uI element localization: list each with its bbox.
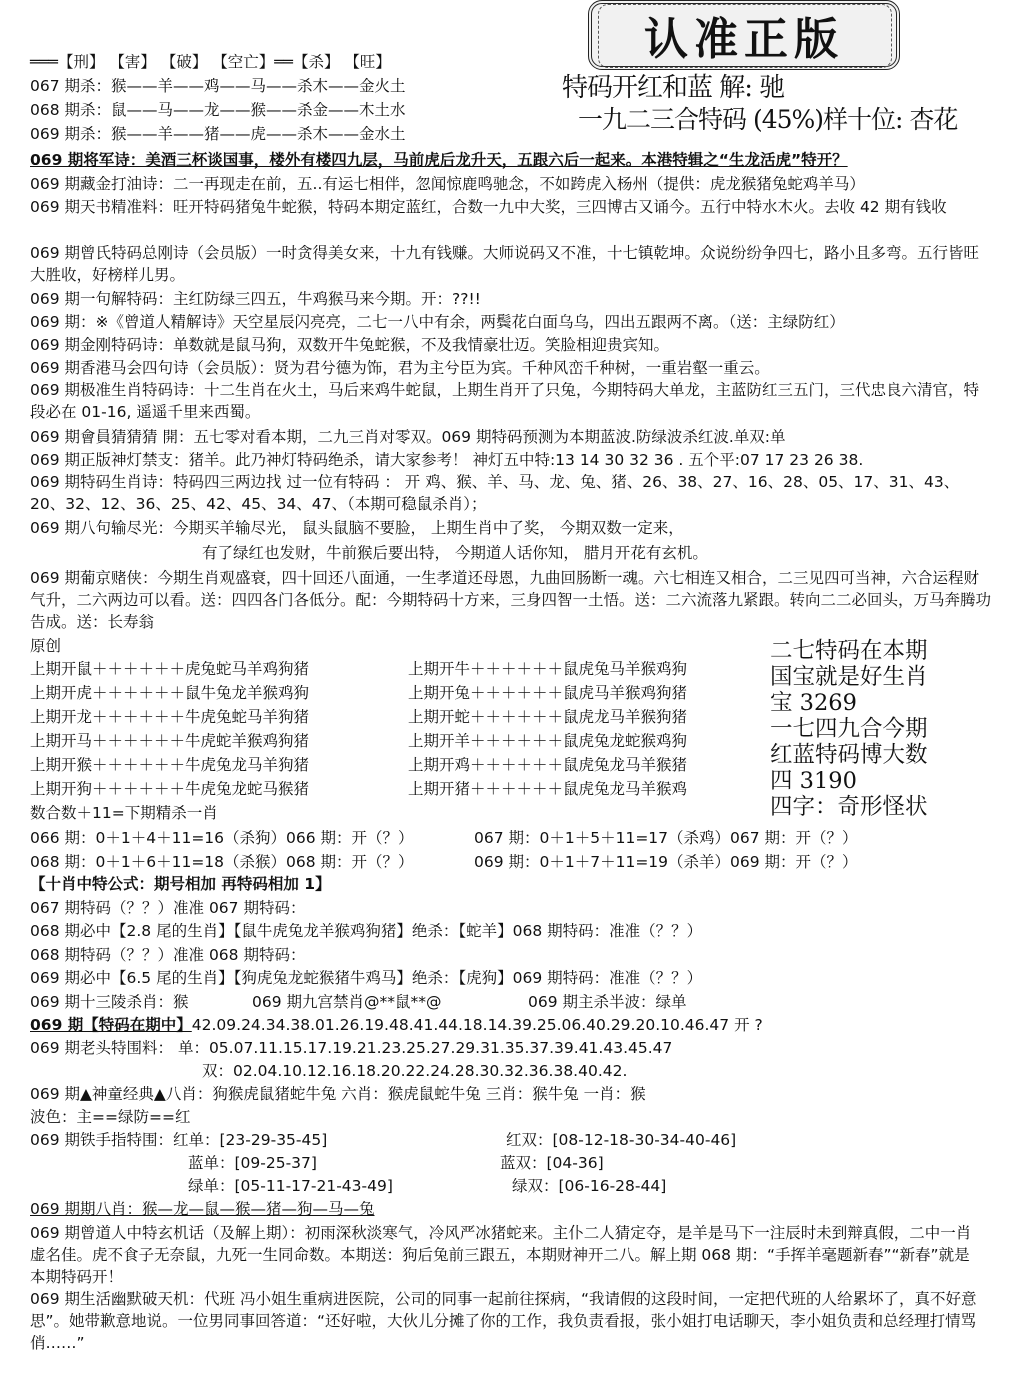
iron-finger-blue-single: 蓝单：[09-25-37] <box>188 1154 317 1172</box>
main-kill-half-wave: 069 期主杀半波：绿单 <box>528 993 687 1011</box>
iron-finger-green-double: 绿双：[06-16-28-44] <box>512 1177 667 1195</box>
last-open-row: 上期开牛＋＋＋＋＋＋鼠虎兔马羊猴鸡狗 <box>408 660 688 678</box>
kill-row-068: 068 期杀：鼠——马——龙——猴——杀金——木土水 <box>30 101 406 119</box>
side-poem-line: 四字：奇形怪状 <box>770 794 928 820</box>
side-poem-line: 四 3190 <box>770 768 857 794</box>
last-open-row: 上期开兔＋＋＋＋＋＋鼠虎马羊猴鸡狗猪 <box>408 684 688 702</box>
iron-finger-red-single: 069 期铁手指特围：红单：[23-29-35-45] <box>30 1131 328 1149</box>
hk-jockey-poem: 069 期香港马会四句诗（会员版）：贤为君兮德为饰，君为主兮臣为宾。千种风峦千种树，一重岩壑一重云。 <box>30 359 770 377</box>
nine-palace-ban: 069 期九宫禁肖@**鼠**@ <box>252 993 442 1011</box>
one-sentence-hint: 069 期一句解特码：主红防绿三四五，牛鸡猴马来今期。开：??!! <box>30 290 481 308</box>
calc-row-069: 069 期：0＋1＋7＋11=19（杀羊）069 期：开（？） <box>474 853 858 871</box>
zodiac-poem: 069 期极准生肖特码诗：十二生肖在火土，马后来鸡牛蛇鼠，上期生肖开了只兔，今期特码大单龙，主蓝防红三五门，三代忠良六清官，特段必在 01-16, 遥遥千里来西蜀。 <box>30 381 980 421</box>
heaven-book-prediction: 069 期天书精准料：旺开特码猪兔牛蛇猴，特码本期定蓝红，合数一九中大奖，三四博古又诵今。五行中特水木火。去收 42 期有钱收 <box>30 198 947 216</box>
kill-row-067: 067 期杀：猴——羊——鸡——马——杀木——金火土 <box>30 77 406 95</box>
eight-lines-1: 069 期八句输尽光：今期买羊输尽光， 鼠头鼠脑不要脸， 上期生肖中了奖， 今期双数一定来， <box>30 519 684 537</box>
tema-in-period-numbers: 42.09.24.34.38.01.26.19.48.41.44.18.14.39.25.06.40.29.20.10.46.47 开 ? <box>191 1016 763 1034</box>
old-man-double: 双：02.04.10.12.16.18.20.22.24.28.30.32.36.38.40.42. <box>202 1062 628 1080</box>
zeng-daoren-poem: 069 期：※《曾道人精解诗》天空星辰闪亮亮，二七一八中有余，两鬓花白面乌乌，四出五跟两不离。（送：主绿防红） <box>30 313 845 331</box>
special-zodiac-poem: 069 期特码生肖诗：特码四三两边找 过一位有特码 ： 开 鸡、猴、羊、马、龙、兔、猪、26、38、27、16、28、05、17、31、43、20、32、12、36、25、42、45、34、47、（本期可稳鼠杀肖）； <box>30 473 960 513</box>
tema-in-period <box>30 1015 763 1036</box>
side-poem-line: 宝 3269 <box>770 690 857 716</box>
iron-finger-green-single: 绿单：[05-11-17-21-43-49] <box>188 1177 393 1195</box>
calc-row-068: 068 期：0＋1＋6＋11=18（杀猴）068 期：开（？） <box>30 853 414 871</box>
formula-title: 【十肖中特公式：期号相加 再特码相加 1】 <box>30 875 331 893</box>
right-header-line-1: 特码开红和蓝 解: 驰 <box>562 73 785 103</box>
lamp-prohibition: 069 期正版神灯禁支：猪羊。此乃神灯特码绝杀，请大家参考！ 神灯五中特:13 14 30 32 36 . 五个平:07 17 23 26 38. <box>30 451 864 469</box>
hidden-gold-poem: 069 期藏金打油诗：二一再现走在前，五..有运七相伴，忽闻惊鹿鸣驰念，不如跨虎入杨州（提供：虎龙猴猪兔蛇鸡羊马） <box>30 175 865 193</box>
zeng-poem-member: 069 期曾氏特码总刚诗（会员版）一时贪得美女来，十九有钱赚。大师说码又不准，十七镇乾坤。众说纷纷争四七，路小且多弯。五行皆旺大胜收，好榜样儿男。 <box>30 244 980 284</box>
member-guess: 069 期會員猜猜猜 開：五七零对看本期，二九三肖对零双。069 期特码预测为本期蓝波.防绿波杀红波.单双:单 <box>30 428 786 446</box>
last-open-row: 上期开狗＋＋＋＋＋＋牛虎兔龙蛇马猴猪 <box>30 780 310 798</box>
last-open-row: 上期开蛇＋＋＋＋＋＋鼠虎龙马羊猴狗猪 <box>408 708 688 726</box>
eight-lines-2: 有了绿红也发财，牛前猴后要出特， 今期道人话你知， 腊月开花有玄机。 <box>202 544 708 562</box>
calc-row-067: 067 期：0＋1＋5＋11=17（杀鸡）067 期：开（？） <box>474 829 858 847</box>
gambler-paragraph: 069 期葡京赌侠：今期生肖观盛衰，四十回还八面通，一生孝道还母恩，九曲回肠断一魂。六七相连又相合，二三见四可当神，六合运程财气升，二六两边可以看。送：四四各门各低分。配：今期特码十方来，三身四智一土悟。送：二六流落九紧跟。转向二二必回头，万马奔腾功告成。送：长寿翁 <box>30 569 992 631</box>
formula-row: 068 期必中【2.8 尾的生肖】【鼠牛虎兔龙羊猴鸡狗猪】绝杀：【蛇羊】068 期特码：准准（？？） <box>30 922 703 940</box>
last-open-row: 上期开猴＋＋＋＋＋＋牛虎兔龙马羊狗猪 <box>30 756 310 774</box>
stamp-text: 认准正版 <box>644 14 844 65</box>
tema-in-period-prefix: 069 期【特码在期中】 <box>30 1016 192 1034</box>
original-label: 原创 <box>30 637 62 655</box>
iron-finger-red-double: 红双：[08-12-18-30-34-40-46] <box>506 1131 737 1149</box>
wave-color: 波色：主==绿防==红 <box>30 1108 191 1126</box>
diamond-poem: 069 期金刚特码诗：单数就是鼠马狗，双数开牛兔蛇猴，不及我情豪壮迈。笑脸相迎贵宾知。 <box>30 336 670 354</box>
last-open-row: 上期开马＋＋＋＋＋＋牛虎蛇羊猴鸡狗猪 <box>30 732 310 750</box>
last-open-row: 上期开猪＋＋＋＋＋＋鼠虎兔龙马羊猴鸡 <box>408 780 688 798</box>
zeng-daoren-riddle: 069 期曾道人中特玄机话（及解上期）：初雨深秋淡寒气，冷风严冰猪蛇来。主仆二人猜定夺，是羊是马下一注辰时未到辩真假，二中一肖虚名佳。虎不食子无奈鼠，九死一生同命数。本期送：狗后兔前三跟五，本期财神开二八。解上期 068 期：“手挥羊毫题新春”“新春”就是本期特码开！ <box>30 1224 972 1286</box>
formula-row: 068 期特码（？？）准准 068 期特码： <box>30 946 306 964</box>
kill-row-069: 069 期杀：猴——羊——猪——虎——杀木——金水土 <box>30 125 406 143</box>
last-open-row: 上期开龙＋＋＋＋＋＋牛虎兔蛇马羊狗猪 <box>30 708 310 726</box>
side-poem-line: 二七特码在本期 <box>770 638 928 664</box>
thirteen-tombs-kill: 069 期十三陵杀肖：猴 <box>30 993 189 1011</box>
formula-row: 069 期必中【6.5 尾的生肖】【狗虎兔龙蛇猴猪牛鸡马】绝杀：【虎狗】069 期特码：准准（？？） <box>30 969 703 987</box>
general-poem: 069 期将军诗：美酒三杯谈国事，楼外有楼四九层，马前虎后龙升天，五跟六后一起来。本港特辑之“生龙活虎”特开？ <box>30 151 848 169</box>
iron-finger-blue-double: 蓝双：[04-36] <box>500 1154 604 1172</box>
calc-row-066: 066 期：0＋1＋4＋11=16（杀狗）066 期：开（？） <box>30 829 414 847</box>
old-man-single: 069 期老头特围料： 单：05.07.11.15.17.19.21.23.25.27.29.31.35.37.39.41.43.45.47 <box>30 1039 673 1057</box>
right-header-line-2: 一九二三合特码 (45%)样十位: 杏花 <box>578 105 958 134</box>
eight-zodiac-row: 069 期期八肖：猴—龙—鼠—猴—猪—狗—马—兔 <box>30 1200 375 1218</box>
last-open-row: 上期开羊＋＋＋＋＋＋鼠虎兔龙蛇猴鸡狗 <box>408 732 688 750</box>
formula-row: 067 期特码（？？）准准 067 期特码： <box>30 899 306 917</box>
side-poem-line: 一七四九合今期 <box>770 716 928 742</box>
side-poem-line: 红蓝特码博大数 <box>770 742 928 768</box>
last-open-row: 上期开鼠＋＋＋＋＋＋虎兔蛇马羊鸡狗猪 <box>30 660 310 678</box>
sum-rule: 数合数＋11=下期精杀一肖 <box>30 804 218 822</box>
category-header-row: ═══【刑】 【害】 【破】 【空亡】══【杀】 【旺】 <box>30 53 391 71</box>
child-classic: 069 期▲神童经典▲八肖：狗猴虎鼠猪蛇牛兔 六肖：猴虎鼠蛇牛兔 三肖：猴牛兔 一肖：猴 <box>30 1085 646 1103</box>
last-open-row: 上期开鸡＋＋＋＋＋＋鼠虎兔龙马羊猴猪 <box>408 756 688 774</box>
last-open-row: 上期开虎＋＋＋＋＋＋鼠牛兔龙羊猴鸡狗 <box>30 684 310 702</box>
humor-story: 069 期生活幽默破天机：代班 冯小姐生重病进医院，公司的同事一起前往探病，“我请假的这段时间，一定把代班的人给累坏了，真不好意思”。她带歉意地说。一位男同事回答道：“还好啦，大伙儿分摊了你的工作，我负责看报，张小姐打电话聊天，李小姐负责和总经理打情骂俏……” <box>30 1290 977 1352</box>
side-poem-line: 国宝就是好生肖 <box>770 664 928 690</box>
authentic-stamp <box>588 0 900 70</box>
